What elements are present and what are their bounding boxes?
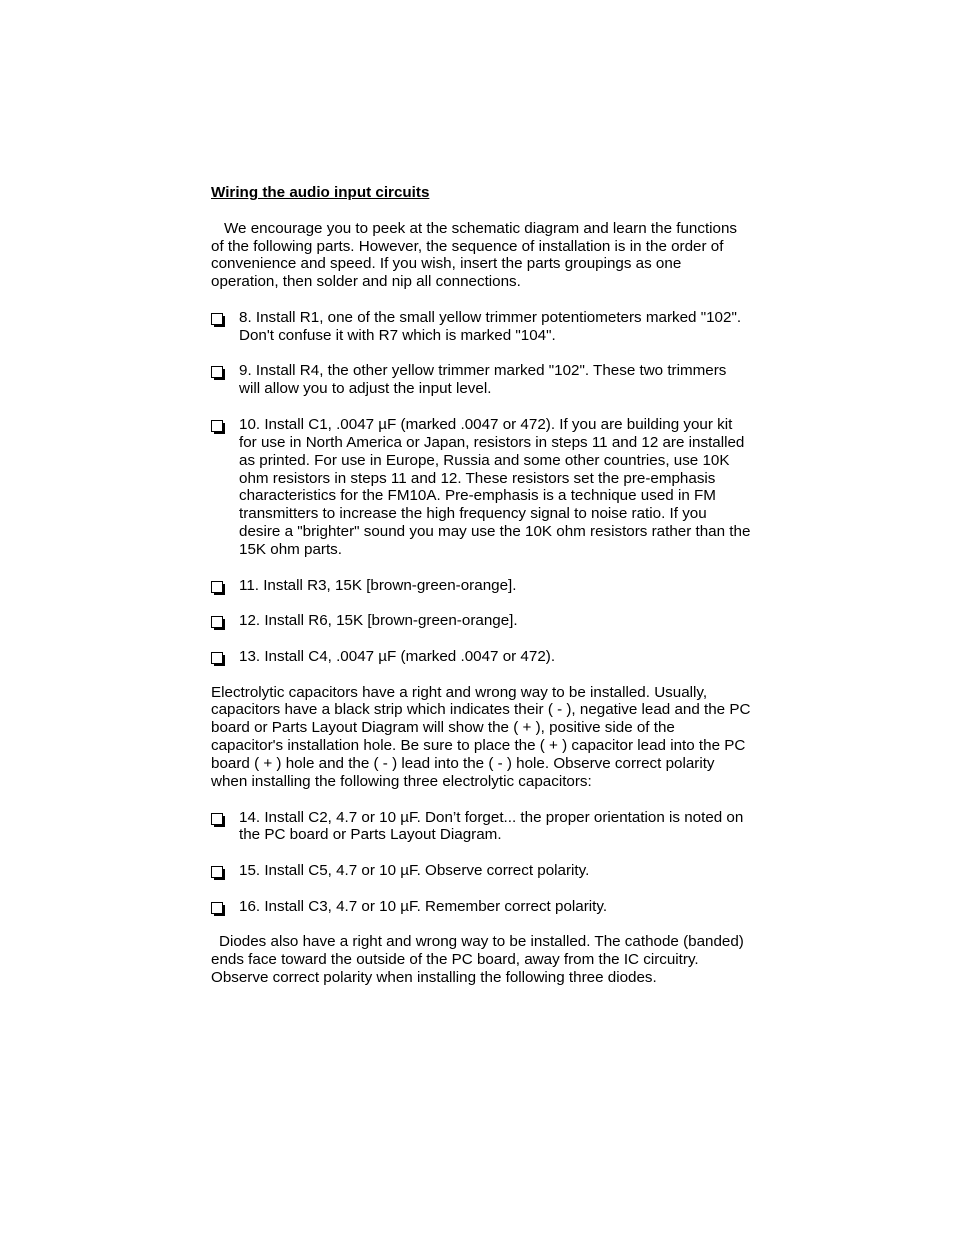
step-text: 12. Install R6, 15K [brown-green-orange]. [239,612,518,630]
step-text: 15. Install C5, 4.7 or 10 µF. Observe correct polarity. [239,862,590,880]
electrolytic-note: Electrolytic capacitors have a right and wrong way to be installed. Usually, capacitors have a black strip which indicates their ( - ), negative lead and the PC board or Parts Layout Diagram will show the ( + ), positive side of the capacitor's installation hole. Be sure to place the ( + ) capacitor lead into the PC board ( + ) hole and the ( - ) lead into the ( - ) hole. Observe correct polarity when installing the following three electrolytic capacitors: [211,683,751,790]
checkbox-icon[interactable] [211,616,223,628]
checkbox-icon[interactable] [211,866,223,878]
step-11 [211,577,751,595]
intro-paragraph: We encourage you to peek at the schematic diagram and learn the functions of the following parts. However, the sequence of installation is in the order of convenience and speed. If you wish, insert the parts groupings as one operation, then solder and nip all connections. [211,219,738,291]
step-14 [211,809,751,845]
step-text: 9. Install R4, the other yellow trimmer marked "102". These two trimmers will allow you to adjust the input level. [239,362,727,398]
step-8 [211,309,751,345]
checkbox-icon[interactable] [211,652,223,664]
diodes-note: Diodes also have a right and wrong way to be installed. The cathode (banded) ends face toward the outside of the PC board, away from the IC circuitry. Observe correct polarity when installing the following three diodes. [211,933,744,987]
step-10 [211,416,751,559]
document-page [211,184,751,987]
checkbox-icon[interactable] [211,313,223,325]
checkbox-icon[interactable] [211,581,223,593]
checkbox-icon[interactable] [211,366,223,378]
step-13 [211,648,751,666]
step-text: 11. Install R3, 15K [brown-green-orange]. [239,576,517,594]
step-text: 16. Install C3, 4.7 or 10 µF. Remember correct polarity. [239,897,608,915]
checkbox-icon[interactable] [211,902,223,914]
step-15 [211,862,751,880]
step-12 [211,612,751,630]
checkbox-icon[interactable] [211,420,223,432]
step-text: 10. Install C1, .0047 µF (marked .0047 or 472). If you are building your kit for use in North America or Japan, resistors in steps 11 and 12 are installed as printed. For use in Europe, Russia and some other countries, use 10K ohm resistors in steps 11 and 12. These resistors set the pre-emphasis characteristics for the FM10A. Pre-emphasis is a technique used in FM transmitters to increase the high frequency signal to noise ratio. If you desire a "brighter" sound you may use the 10K ohm resistors rather than the 15K ohm parts. [239,415,751,558]
checkbox-icon[interactable] [211,813,223,825]
step-text: 13. Install C4, .0047 µF (marked .0047 or 472). [239,647,556,665]
section-heading: Wiring the audio input circuits [211,184,430,201]
step-text: 14. Install C2, 4.7 or 10 µF. Don’t forget... the proper orientation is noted on the PC board or Parts Layout Diagram. [239,808,744,844]
step-16 [211,898,751,916]
step-text: 8. Install R1, one of the small yellow trimmer potentiometers marked "102". Don't confuse it with R7 which is marked "104". [239,308,742,344]
step-9 [211,362,751,398]
